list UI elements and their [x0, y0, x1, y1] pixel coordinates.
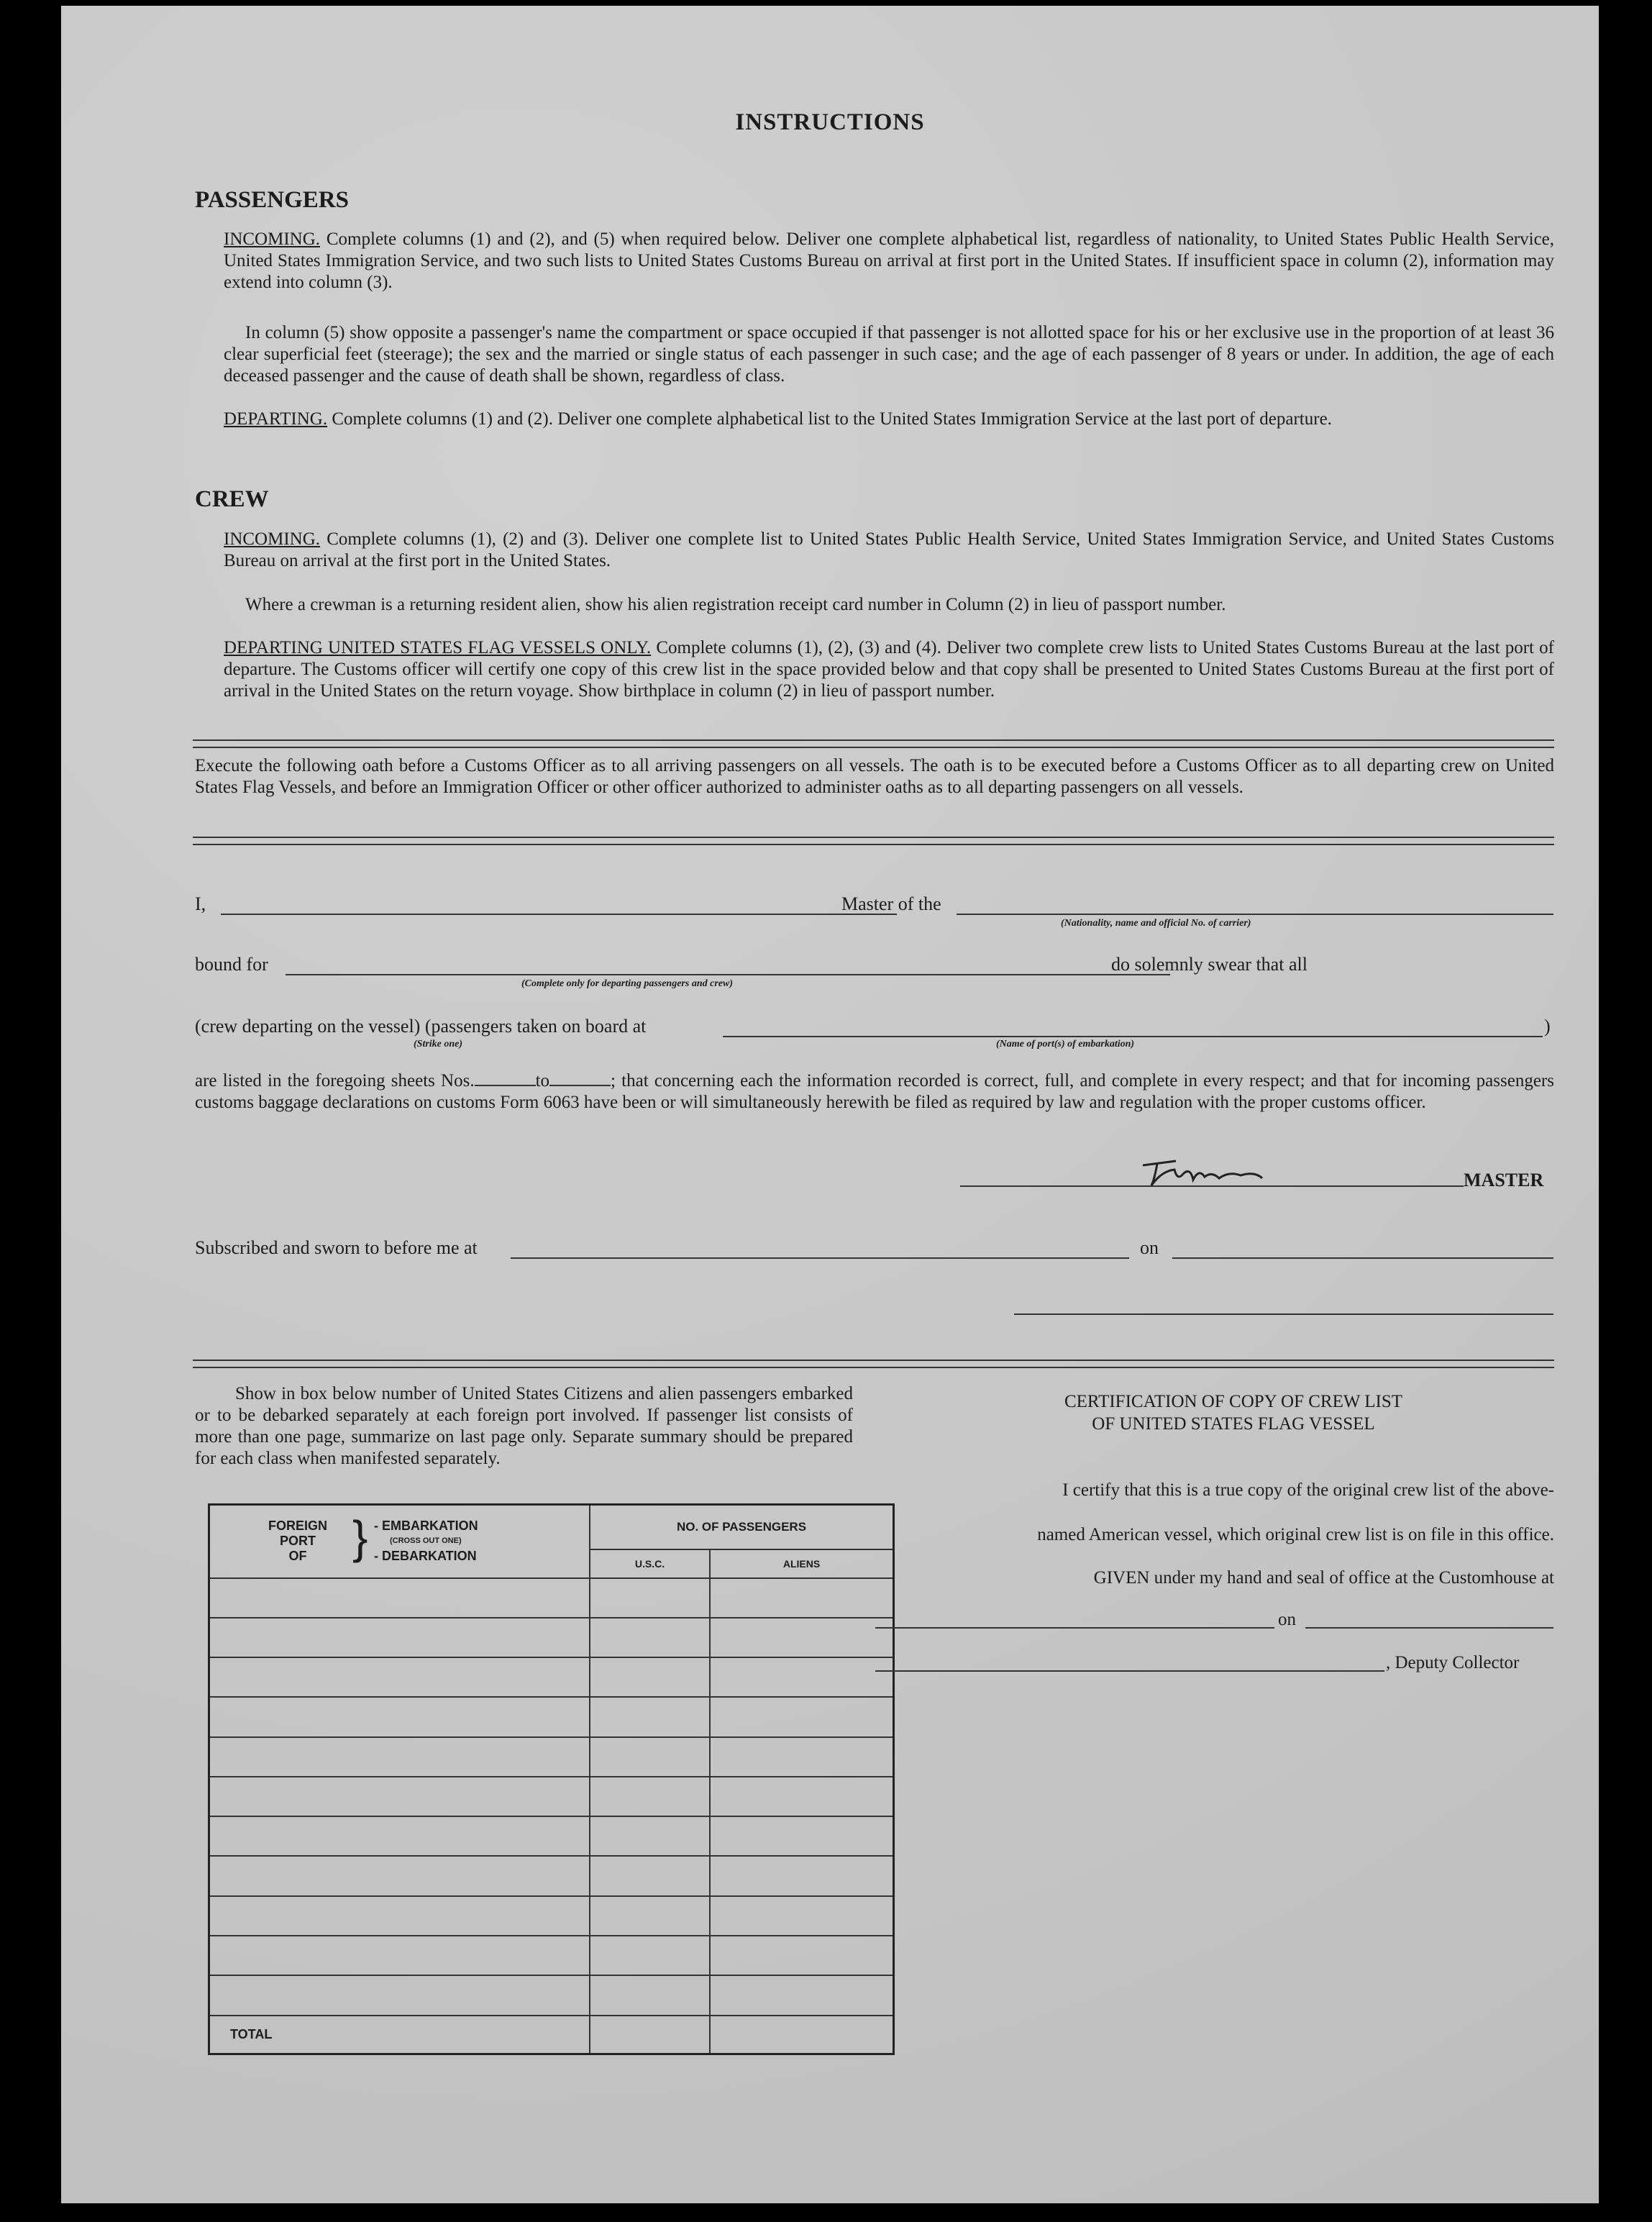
certify-line-2: named American vessel, which original crew list is on file in this office. — [1037, 1525, 1554, 1544]
sworn-place-line[interactable] — [511, 1257, 1129, 1259]
caption-strike: (Strike one) — [414, 1039, 463, 1049]
oath-listed — [195, 1070, 1554, 1114]
certify-line-1: I certify that this is a true copy of the original crew list of the above- — [1062, 1480, 1554, 1500]
passengers-departing-text: Complete columns (1) and (2). Deliver one complete alphabetical list to the United States Immigration Service at the last port of departure. — [332, 409, 1332, 429]
port-cell[interactable] — [209, 1777, 590, 1816]
passenger-summary-table — [208, 1503, 895, 2055]
cert-on-label: on — [1278, 1610, 1296, 1629]
listed-a: are listed in the foregoing sheets Nos. — [195, 1071, 475, 1090]
aliens-cell[interactable] — [710, 1737, 894, 1777]
passengers-incoming-label: INCOMING. — [224, 229, 321, 249]
port-cell[interactable] — [209, 1657, 590, 1697]
usc-cell[interactable] — [590, 1578, 710, 1618]
carrier-line[interactable] — [957, 914, 1553, 915]
aliens-header: ALIENS — [710, 1549, 894, 1578]
aliens-cell[interactable] — [710, 1856, 894, 1895]
customhouse-line[interactable] — [875, 1627, 1274, 1629]
divider — [193, 837, 1554, 845]
aliens-cell[interactable] — [710, 1578, 894, 1618]
divider — [193, 739, 1554, 748]
deputy-signature-line[interactable] — [875, 1670, 1384, 1672]
crew-incoming-label: INCOMING. — [224, 529, 321, 549]
usc-header: U.S.C. — [590, 1549, 710, 1578]
foreign-label: FOREIGN — [268, 1518, 327, 1533]
crew-departing-text: (crew departing on the vessel) (passengers taken on board at — [195, 1016, 647, 1037]
passengers-departing — [224, 409, 1554, 430]
port-label: PORT — [279, 1534, 316, 1548]
port-cell[interactable] — [209, 1975, 590, 2015]
sworn-on-label: on — [1140, 1237, 1159, 1258]
document-page — [61, 6, 1599, 2203]
page-title: INSTRUCTIONS — [735, 109, 925, 135]
aliens-cell[interactable] — [710, 1816, 894, 1856]
port-header-cell — [209, 1505, 590, 1578]
oath-i-label: I, — [195, 893, 206, 914]
aliens-cell[interactable] — [710, 1618, 894, 1657]
aliens-cell[interactable] — [710, 1657, 894, 1697]
passengers-column5-text: In column (5) show opposite a passenger's name the compartment or space occupied if that passenger is not allotted space for his or her exclusive use in the proportion of at least 36 clear superficial feet (steerage); the sex and the married or single status of each passenger in such case; and the age of each passenger of 8 years or under. In addition, the age of each deceased passenger and the cause of death shall be shown, regardless of class. — [224, 323, 1554, 386]
brace-icon: } — [352, 1511, 368, 1563]
crew-incoming — [224, 529, 1554, 572]
no-of-passengers-header: NO. OF PASSENGERS — [590, 1505, 894, 1549]
caption-departing: (Complete only for departing passengers and crew) — [521, 978, 733, 989]
crew-departing-text: Complete columns (1), (2), (3) and (4). Deliver two complete crew lists to United States Customs Bureau at the last port of departure. The Customs officer will certify one copy of this crew list in the space provided below and that copy shall be presented to United States Customs Bureau at the first port of arrival in the United States on the return voyage. Show birthplace in column (2) in lieu of passport number. — [224, 638, 1554, 701]
caption-port: (Name of port(s) of embarkation) — [996, 1039, 1135, 1049]
deputy-collector-label: , Deputy Collector — [1386, 1653, 1520, 1672]
aliens-cell[interactable] — [710, 1697, 894, 1736]
crew-incoming-text: Complete columns (1), (2) and (3). Deliver one complete list to United States Public Health Service, United States Immigration Service, and United States Customs Bureau on arrival at the first port in the United States. — [224, 529, 1554, 570]
oath-intro: Execute the following oath before a Customs Officer as to all arriving passengers on all vessels. The oath is to be executed before a Customs Officer as to all departing crew on United States Flag Vessels, and before an Immigration Officer or other officer authorized to administer oaths as to all departing passengers on all vessels. — [195, 756, 1554, 797]
listed-to: to — [535, 1071, 550, 1090]
crew-departing-label: DEPARTING UNITED STATES FLAG VESSELS ONLY. — [224, 638, 652, 657]
usc-cell[interactable] — [590, 1737, 710, 1777]
master-of-the-label: Master of the — [841, 893, 941, 914]
usc-cell[interactable] — [590, 1697, 710, 1736]
port-cell[interactable] — [209, 1697, 590, 1736]
port-cell[interactable] — [209, 1816, 590, 1856]
port-cell[interactable] — [209, 1737, 590, 1777]
usc-total-cell[interactable] — [590, 2016, 710, 2054]
caption-carrier: (Nationality, name and official No. of carrier) — [1061, 918, 1251, 929]
of-label: OF — [288, 1549, 307, 1563]
crew-resident-text: Where a crewman is a returning resident alien, show his alien registration receipt card number in Column (2) in lieu of passport number. — [245, 595, 1226, 614]
usc-cell[interactable] — [590, 1657, 710, 1697]
aliens-cell[interactable] — [710, 1777, 894, 1816]
subscribed-text: Subscribed and sworn to before me at — [195, 1237, 478, 1258]
aliens-cell[interactable] — [710, 1975, 894, 2015]
usc-cell[interactable] — [590, 1936, 710, 1975]
total-label: TOTAL — [209, 2016, 590, 2054]
usc-cell[interactable] — [590, 1777, 710, 1816]
usc-cell[interactable] — [590, 1856, 710, 1895]
sheet-to-line[interactable] — [549, 1085, 611, 1086]
port-cell[interactable] — [209, 1936, 590, 1975]
certification-heading-line-2: OF UNITED STATES FLAG VESSEL — [1092, 1414, 1375, 1434]
crew-departing — [224, 637, 1554, 702]
passengers-heading: PASSENGERS — [195, 187, 349, 213]
port-cell[interactable] — [209, 1618, 590, 1657]
usc-cell[interactable] — [590, 1975, 710, 2015]
destination-line[interactable] — [286, 974, 1170, 975]
bound-for-label: bound for — [195, 954, 268, 975]
aliens-cell[interactable] — [710, 1936, 894, 1975]
embarkation-label: - EMBARKATION — [374, 1518, 478, 1533]
aliens-total-cell[interactable] — [710, 2016, 894, 2054]
passengers-incoming-text: Complete columns (1) and (2), and (5) when required below. Deliver one complete alphabetical list, regardless of nationality, to United States Public Health Service, United States Immigration Service, and two such lists to United States Customs Bureau on arrival at first port in the United States. If insufficient space in column (2), information may extend into column (3). — [224, 229, 1555, 292]
sheet-from-line[interactable] — [475, 1085, 536, 1086]
divider — [193, 1360, 1554, 1368]
swear-text: do solemnly swear that all — [1111, 954, 1308, 975]
given-text: GIVEN under my hand and seal of office at the Customhouse at — [1093, 1568, 1554, 1588]
port-cell[interactable] — [209, 1896, 590, 1936]
summary-instructions: Show in box below number of United States Citizens and alien passengers embarked or to be debarked separately at each foreign port involved. If passenger list consists of more than one page, summarize on last page only. Separate summary should be prepared for each class when manifested separately. — [195, 1384, 853, 1468]
listed-b: ; that concerning each the information recorded is correct, full, and complete in every respect; and that for incoming passengers customs baggage declarations on customs Form 6063 have been or will simultaneously herewith be filed as required by law and regulation with the proper customs officer. — [195, 1071, 1554, 1112]
master-label: MASTER — [1464, 1170, 1544, 1190]
master-name-line[interactable] — [221, 914, 897, 915]
master-signature — [1133, 1149, 1305, 1193]
usc-cell[interactable] — [590, 1896, 710, 1936]
cross-out-label: (CROSS OUT ONE) — [390, 1536, 462, 1545]
cert-date-line[interactable] — [1305, 1627, 1553, 1629]
embarkation-port-line[interactable] — [723, 1036, 1543, 1037]
officer-signature-line[interactable] — [1014, 1313, 1553, 1315]
crew-heading: CREW — [195, 486, 269, 512]
port-cell[interactable] — [209, 1578, 590, 1618]
passengers-incoming — [224, 229, 1554, 293]
sworn-date-line[interactable] — [1172, 1257, 1553, 1259]
port-cell[interactable] — [209, 1856, 590, 1895]
passengers-departing-label: DEPARTING. — [224, 409, 328, 429]
close-paren: ) — [1544, 1016, 1551, 1037]
aliens-cell[interactable] — [710, 1896, 894, 1936]
usc-cell[interactable] — [590, 1618, 710, 1657]
usc-cell[interactable] — [590, 1816, 710, 1856]
debarkation-label: - DEBARKATION — [374, 1549, 477, 1563]
certification-heading — [910, 1390, 1557, 1435]
certification-heading-line-1: CERTIFICATION OF COPY OF CREW LIST — [1064, 1392, 1403, 1411]
